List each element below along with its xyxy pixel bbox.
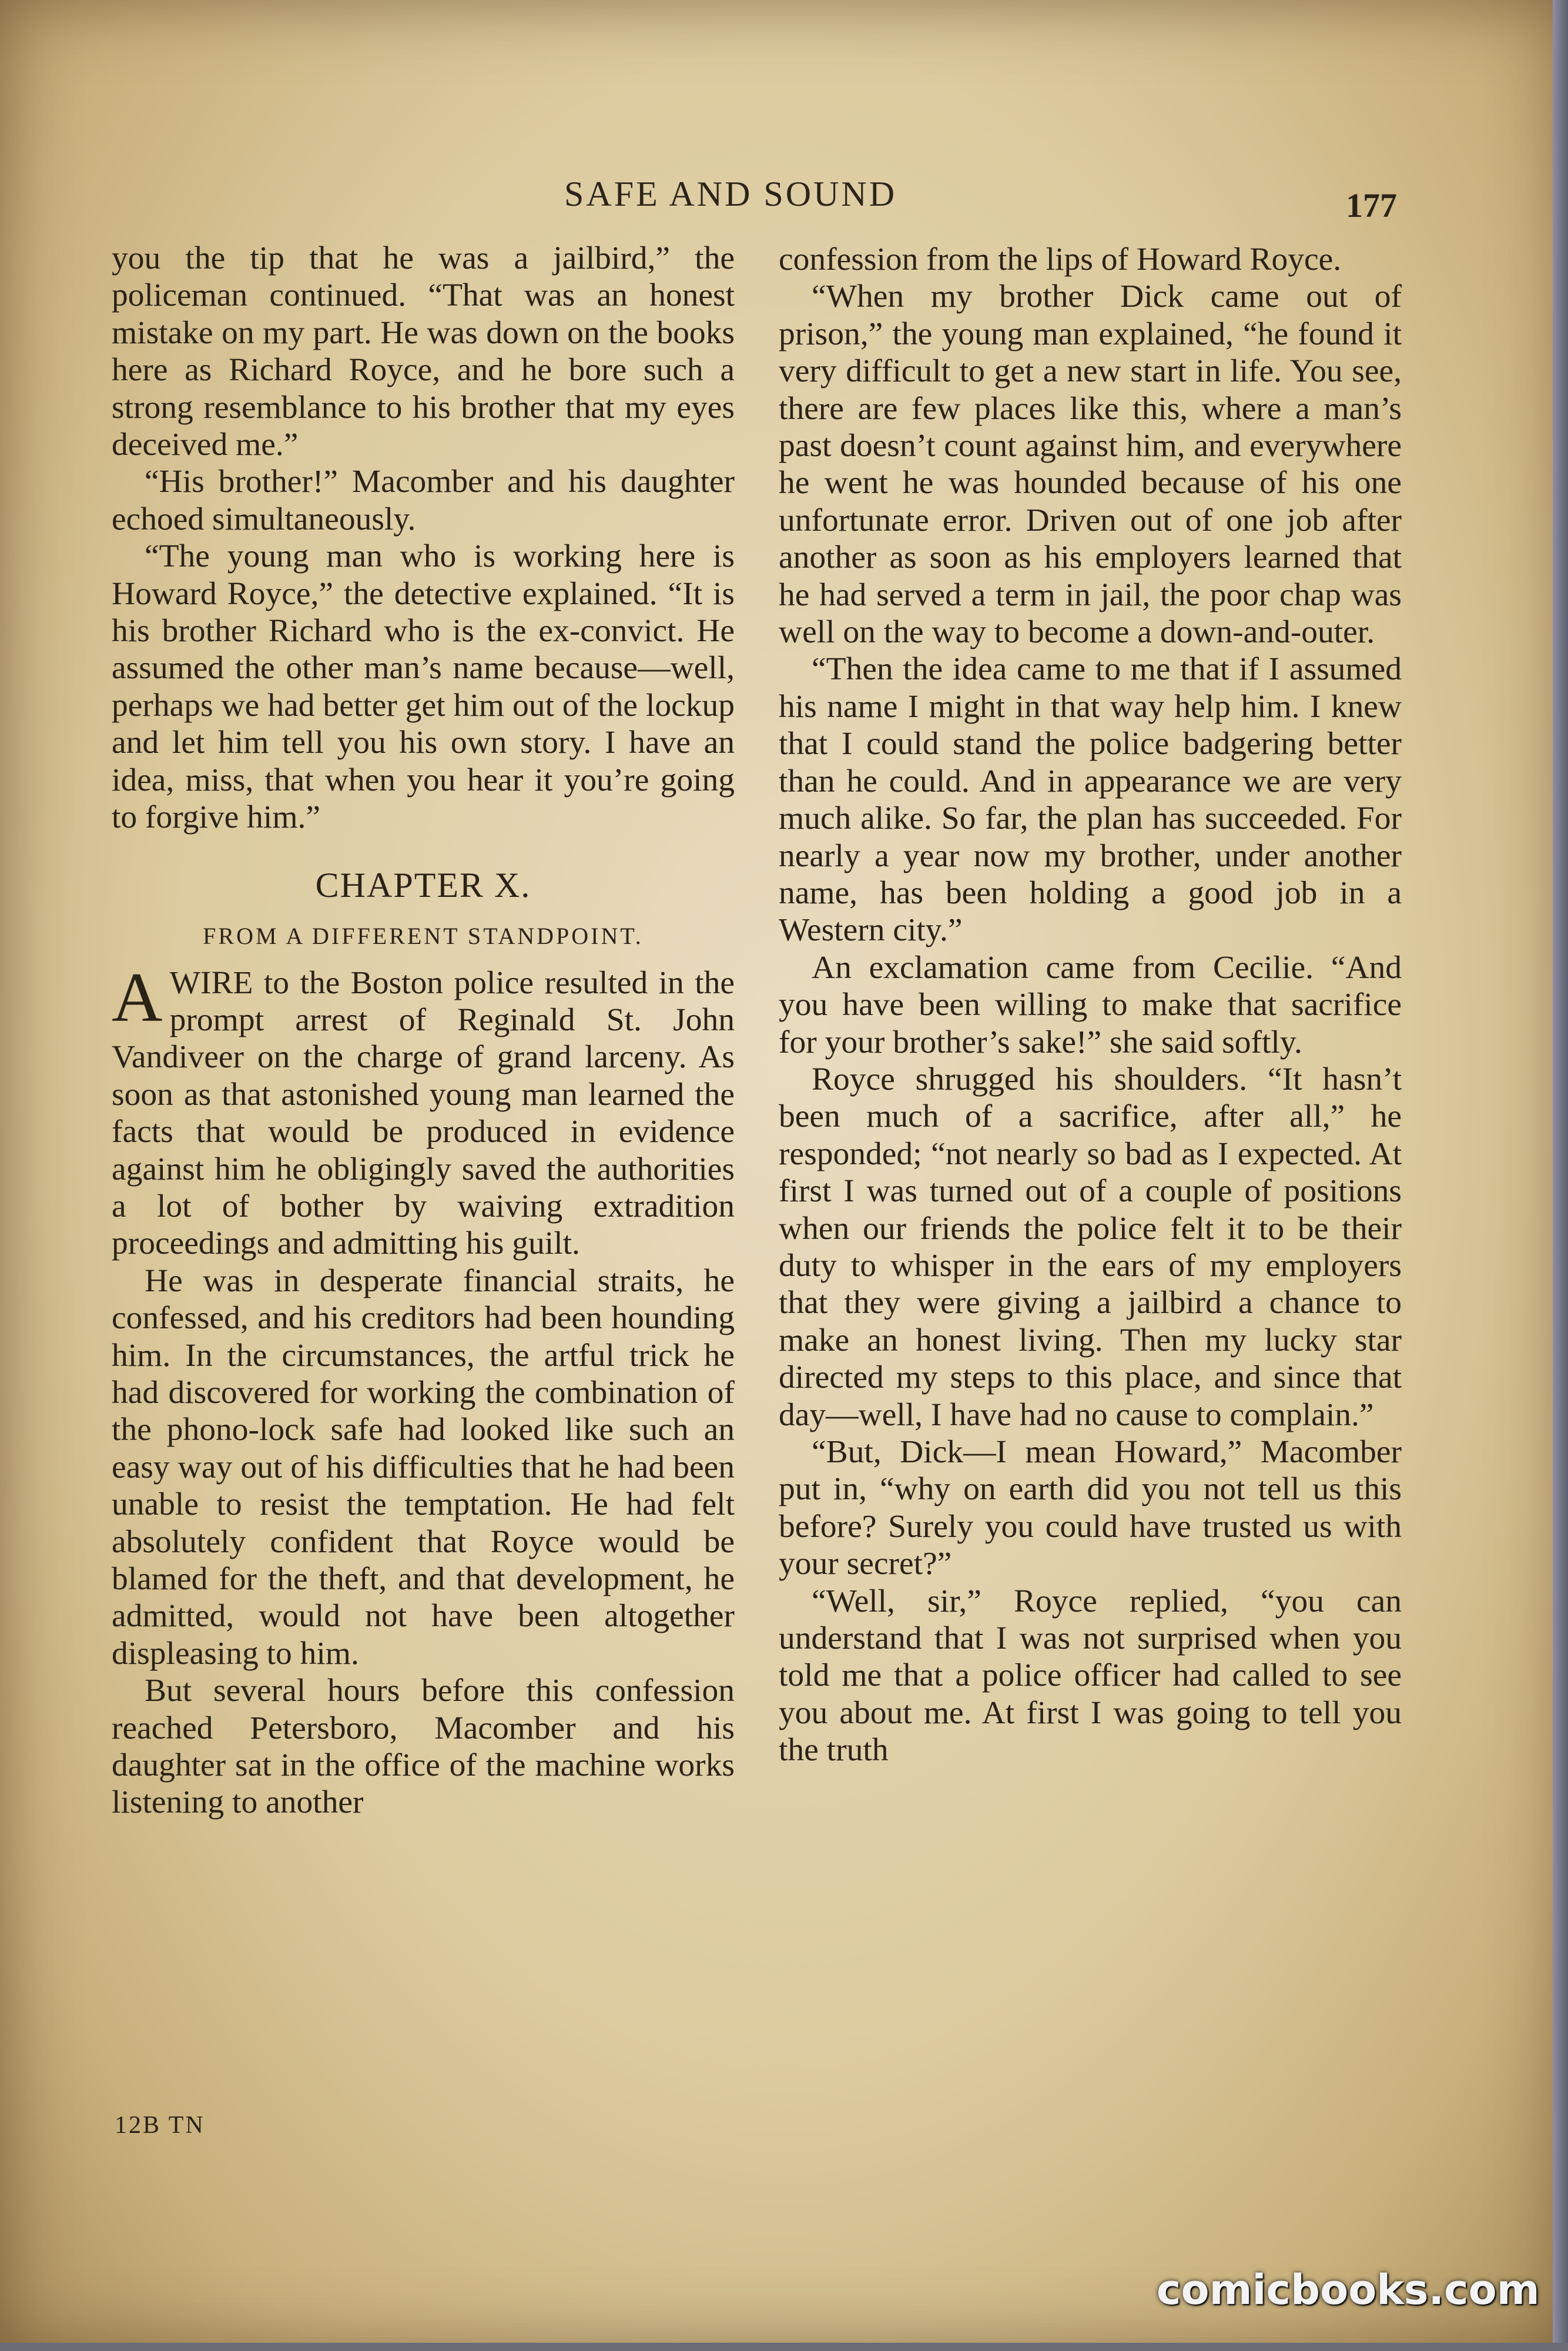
paragraph: Royce shrugged his shoulders. “It hasn’t been much of a sacrifice, after all,” he responded; “not nearly so bad as I expected. At first I was turned out of a couple of positions when our friends the police felt it to be their duty to whisper in the ears of my employers that they were giving a jailbird a chance to make an honest living. Then my lucky star directed my steps to this place, and since that day—well, I have had no cause to complain.” [779, 1061, 1402, 1433]
paragraph-text: WIRE to the Boston police resulted in the prompt arrest of Reginald St. John Vandiveer on the charge of grand larceny. As soon as that astonished young man learned the facts that would be produced in evidence against him he obligingly saved the authorities a lot of bother by waiving extradition proceedings and admitting his guilt. [112, 964, 735, 1262]
paragraph: “But, Dick—I mean Howard,” Macomber put in, “why on earth did you not tell us this before? Surely you could have trusted us with your secret?” [779, 1434, 1402, 1582]
signature-mark: 12B TN [115, 2112, 205, 2139]
watermark: comicbooks.com [1157, 2266, 1540, 2314]
paragraph: “His brother!” Macomber and his daughter echoed simultaneously. [112, 464, 735, 537]
left-column [112, 240, 735, 1821]
drop-cap: A [112, 957, 163, 1036]
page-number: 177 [1346, 186, 1397, 225]
page-edge-right [1553, 0, 1568, 2351]
right-column [779, 241, 1402, 1769]
chapter-title: CHAPTER X. [315, 865, 531, 905]
paragraph: But several hours before this confession reached Petersboro, Macomber and his daughter sat in the office of the machine works listening to another [112, 1673, 735, 1821]
chapter-subtitle: FROM A DIFFERENT STANDPOINT. [203, 922, 644, 949]
paragraph: you the tip that he was a jailbird,” the policeman continued. “That was an honest mistake on my part. He was down on the books here as Richard Royce, and he bore such a strong resemblance to his brother that my eyes deceived me.” [112, 240, 735, 463]
paragraph: confession from the lips of Howard Royce. [779, 242, 1342, 277]
chapter-opening-paragraph [112, 957, 735, 1262]
running-title: SAFE AND SOUND [564, 175, 897, 213]
page-edge-bottom [0, 2343, 1568, 2351]
paragraph: “Then the idea came to me that if I assumed his name I might in that way help him. I knew that I could stand the police badgering better than he could. And in appearance we are very much alike. So far, the plan has succeeded. For nearly a year now my brother, under another name, has been holding a good job in a Western city.” [779, 651, 1402, 949]
paragraph: “The young man who is working here is Howard Royce,” the detective explained. “It is his brother Richard who is the ex-convict. He assumed the other man’s name because—well, perhaps we had better get him out of the lockup and let him tell you his own story. I have an idea, miss, that when you hear it you’re going to forgive him.” [112, 538, 735, 836]
paragraph: He was in desperate financial straits, he confessed, and his creditors had been hounding him. In the circumstances, the artful trick he had discovered for working the combination of the phono-lock safe had looked like such an easy way out of his difficulties that he had been unable to resist the temptation. He had felt absolutely confident that Royce would be blamed for the theft, and that development, he admitted, would not have been altogether displeasing to him. [112, 1262, 735, 1672]
paragraph: “Well, sir,” Royce replied, “you can understand that I was not surprised when you told me that a police officer had called to see you about me. At first I was going to tell you the truth [779, 1583, 1402, 1769]
paragraph: “When my brother Dick came out of prison,” the young man explained, “he found it very difficult to get a new start in life. You see, there are few places like this, where a man’s past doesn’t count against him, and everywhere he went he was hounded because of his one unfortunate error. Driven out of one job after another as soon as his employers learned that he had served a term in jail, the poor chap was well on the way to become a down-and-outer. [779, 279, 1402, 651]
paragraph: An exclamation came from Cecilie. “And you have been willing to make that sacrifice for your brother’s sake!” she said softly. [779, 949, 1402, 1060]
